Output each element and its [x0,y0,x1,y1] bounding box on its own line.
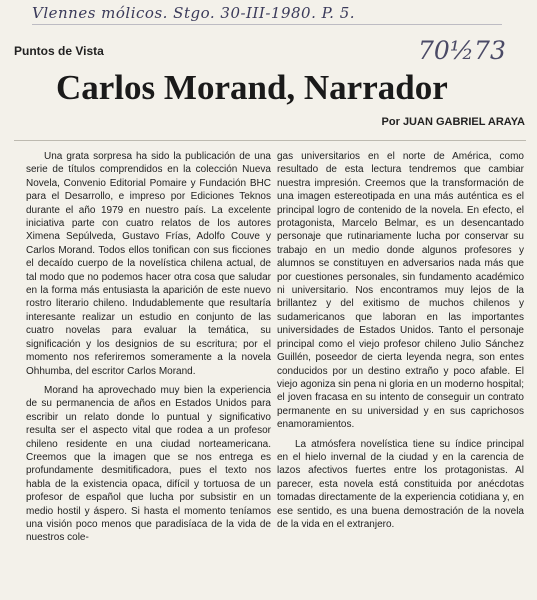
handwritten-underline [32,24,502,25]
handwritten-annotation [32,4,502,30]
right-paragraph-2: La atmósfera novelística tiene su índice principal en el hielo invernal de la ciudad y en la carencia de lazos afectivos fuertes entre los protagonistas. Al parecer, esta novela está constituida por anécdotas tomadas directamente de la experiencia cotidiana y, en ese sentido, es una buena demostración de la novela de la vida en el extranjero. [277,438,524,530]
left-column [26,150,271,596]
left-paragraph-1: Una grata sorpresa ha sido la publicación de una serie de títulos comprendidos en la colección Nueva Novela, Convenio Editorial Pomaire y Fundación BHC para el Desarrollo, e impreso por Ediciones Teknos durante el año 1979 en nuestro país. La excelente iniciativa parte con cuatro relatos de los autores Ximena Sepúlveda, Gustavo Frías, Adolfo Couve y Carlos Morand. Todos ellos tonifican con sus ficciones el decaído cuerpo de la novelística chilena actual, de tal modo que no podemos hacer otra cosa que saludar en la forma más entusiasta la aparición de este nuevo rostro literario chileno. Indudablemente que resultaría interesante realizar un estudio en conjunto de las cuatro novelas para evaluar la temática, su significación y los designios de su escritura; por el momento nos referiremos someramente a la novela Ohhumba, del escritor Carlos Morand. [26,151,271,377]
header-divider [14,140,526,141]
left-paragraph-2: Morand ha aprovechado muy bien la experiencia de su permanencia de años en Estados Unidos para escribir un relato donde lo puntual y significativo resulta ser el aspecto vital que rodea a un profesor chileno residente en una ciudad norteamericana. Creemos que la imagen que se nos entrega es profundamente desmitificadora, pues el texto nos habla de la existencia opaca, difícil y tortuosa de un profesor de español que lucha por subsistir en un medio hostil y áspero. Si hasta el momento teníamos una visión poco menos que paradisíaca de la vida de nuestros cole- [26,384,271,544]
article-title: Carlos Morand, Narrador [56,68,448,107]
archive-number: 70½73 [418,36,506,65]
section-heading: Puntos de Vista [14,44,104,58]
right-paragraph-1: gas universitarios en el norte de América, como resultado de esta lectura tendremos que cambiar nuestra impresión. Creemos que la transformación de una imagen estereotipada en una más auténtica es el principal logro de contenido de la novela. En efecto, el protagonista, Marcelo Belmar, es un desencantado personaje que rutinariamente lucha por conservar su trabajo en un medio donde algunos profesores y alumnos se constituyen en adversarios nada más que por cuestiones personales, sin fundamento académico ni universitario. Nos encontramos muy lejos de la brillantez y del exitismo de muchos chilenos y sudamericanos que laboran en las importantes universidades de Estados Unidos. Tanto el personaje principal como el viejo profesor chileno Julio Sánchez Guillén, poseedor de cierta leyenda negra, son entes conducidos por un destino extraño y poco afable. El viejo agoniza sin pena ni gloria en un moderno hospital; el joven fracasa en su intento de conseguir un contrato permanente en su universidad y en sus caprichosos enamoramientos. [277,151,524,431]
handwritten-note-text: Vlennes mólicos. Stgo. 30-III-1980. P. 5. [32,4,356,22]
article-byline: Por JUAN GABRIEL ARAYA [381,116,525,128]
right-column [277,150,524,596]
